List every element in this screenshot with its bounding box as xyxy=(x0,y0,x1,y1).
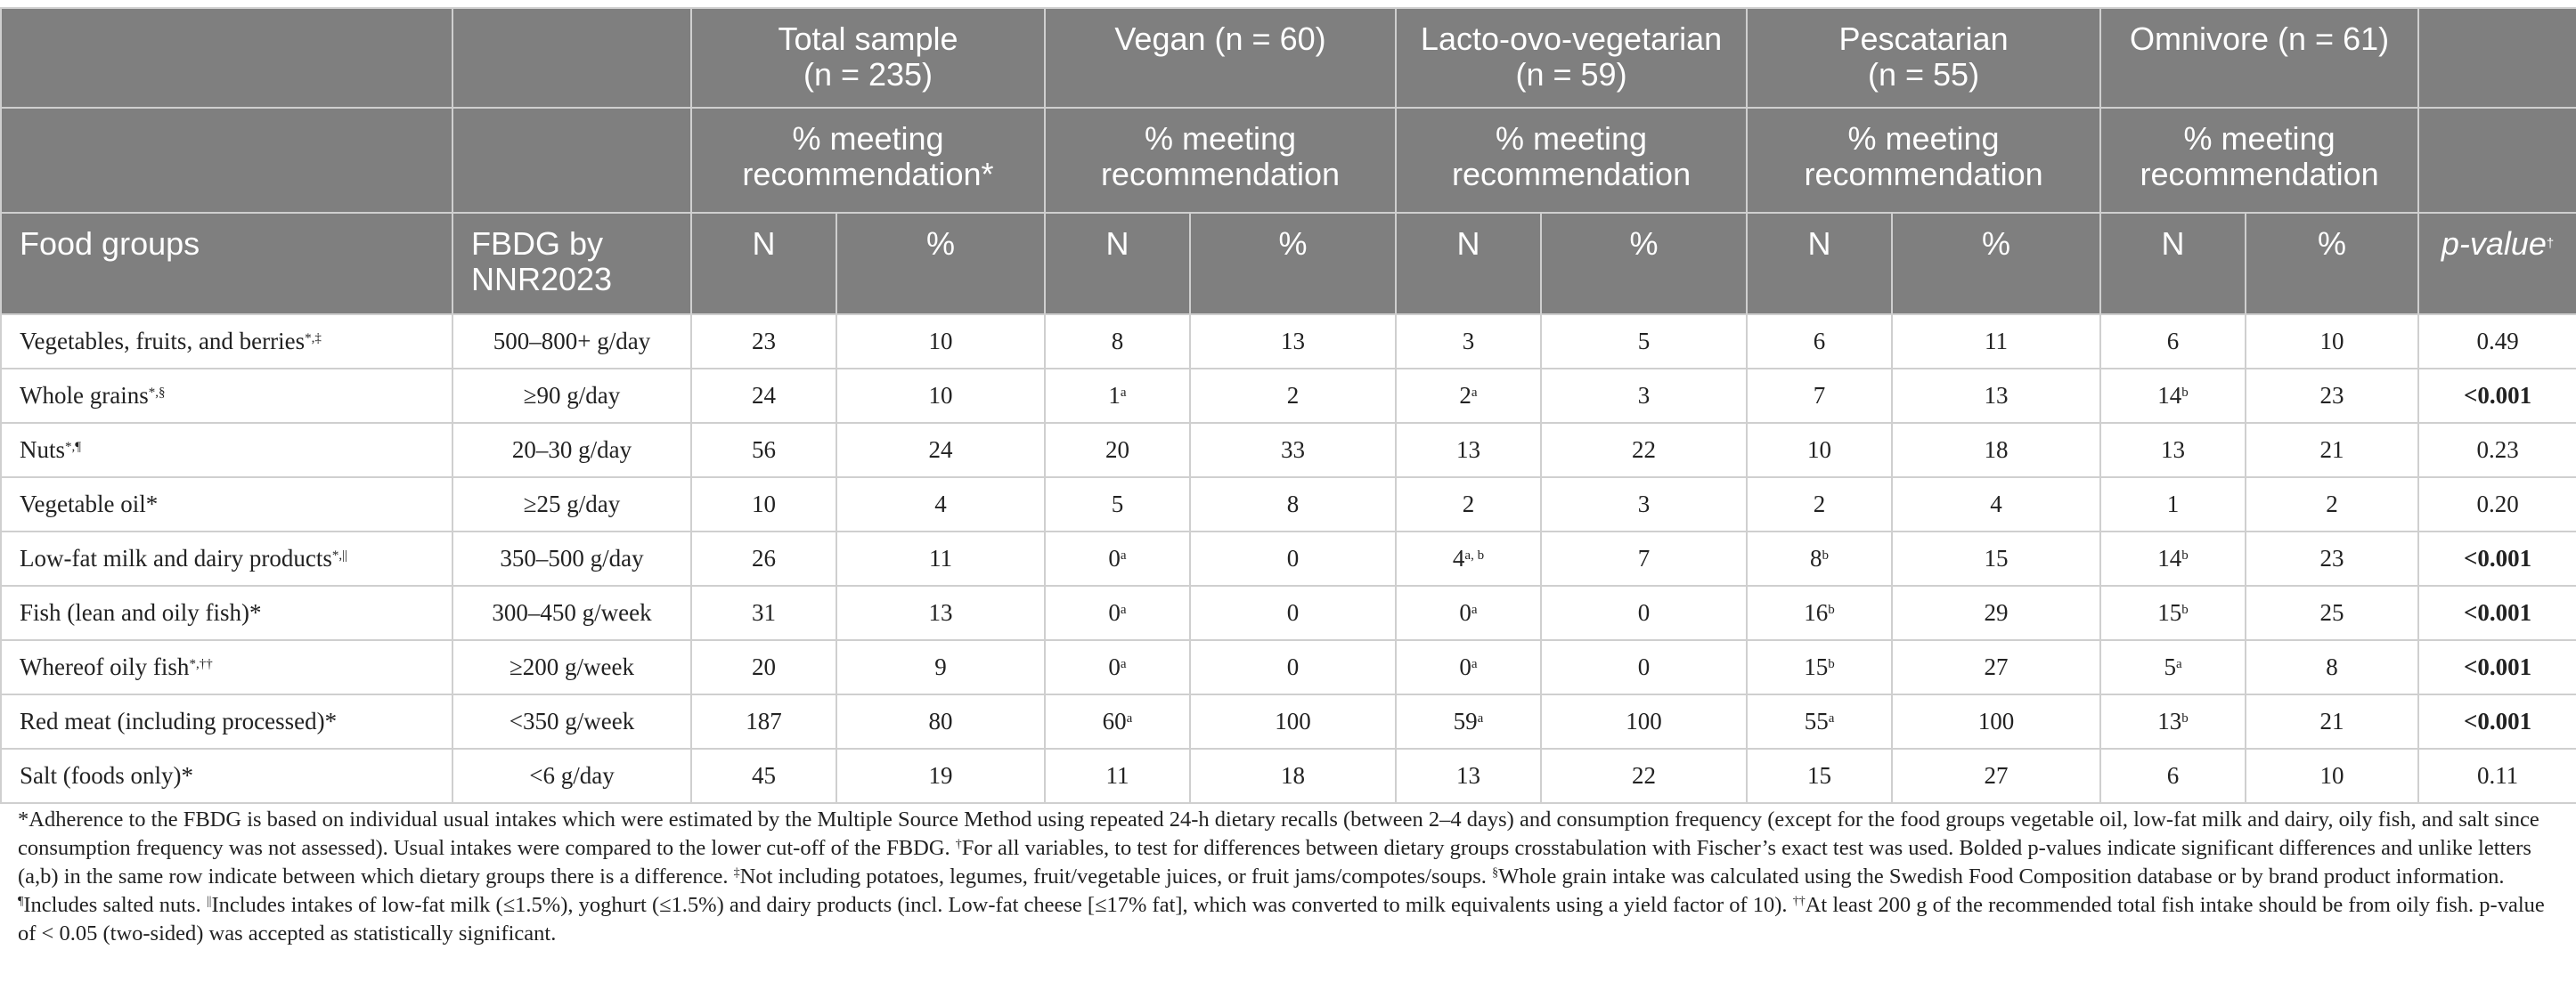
cell-value: 6 xyxy=(1813,328,1826,354)
n-header: N xyxy=(1396,213,1541,314)
footnote-parallel: Includes intakes of low-fat milk (≤1.5%), yoghurt (≤1.5%) and dairy products (incl. Low-fat cheese [≤17% fat], which was converted to milk equivalents using a yield factor of 10). xyxy=(211,893,1793,917)
cell-value: 26 xyxy=(752,545,776,572)
cell-value: 15 xyxy=(1807,762,1832,789)
pct-cell xyxy=(1190,694,1396,749)
food-group-cell xyxy=(1,640,452,694)
p-value-cell: 0.20 xyxy=(2418,477,2576,532)
pct-cell xyxy=(1190,640,1396,694)
cell-value: 100 xyxy=(1275,708,1311,734)
cell-value: 2 xyxy=(1286,382,1300,409)
n-cell xyxy=(1045,586,1190,640)
cell-value: 11 xyxy=(1105,762,1129,789)
fbdg-header: FBDG by NNR2023 xyxy=(452,213,691,314)
cell-value: 8 xyxy=(2326,653,2338,680)
n-cell xyxy=(2100,477,2246,532)
pct-cell xyxy=(1892,694,2100,749)
food-group-label: Vegetable oil* xyxy=(20,491,159,517)
n-cell xyxy=(2100,640,2246,694)
pct-cell xyxy=(1541,586,1747,640)
footnote-double-dagger: At least 200 g of the recommended total fish intake should be from oily fish. p-value of < 0.05 (two-sided) was accepted as statistically significant. xyxy=(18,893,2545,945)
p-value-cell: 0.49 xyxy=(2418,314,2576,369)
footnote-mark: || xyxy=(206,895,212,908)
footnote-mark: *,‡ xyxy=(305,331,322,345)
cell-value: 5 xyxy=(1111,491,1124,517)
food-group-cell xyxy=(1,314,452,369)
n-cell xyxy=(1045,369,1190,423)
cell-value: 19 xyxy=(928,762,953,789)
cell-value: 15 xyxy=(1804,653,1829,680)
cell-value: 0 xyxy=(1459,653,1471,680)
p-value-cell: 0.11 xyxy=(2418,749,2576,803)
cell-value: 10 xyxy=(2319,328,2344,354)
pct-cell xyxy=(1541,369,1747,423)
significance-letter: b xyxy=(1828,603,1835,617)
footnote-ddagger: Not including potatoes, legumes, fruit/vegetable juices, or fruit jams/compotes/soups. xyxy=(739,864,1493,889)
p-value-cell: <0.001 xyxy=(2418,369,2576,423)
significance-letter: a xyxy=(1828,711,1835,726)
cell-value: 60 xyxy=(1102,708,1127,734)
significance-letter: b xyxy=(1828,657,1835,671)
pct-cell xyxy=(836,477,1045,532)
cell-value: 0 xyxy=(1637,653,1651,680)
n-cell xyxy=(1396,314,1541,369)
significance-letter: a xyxy=(1120,385,1127,400)
fbdg-cell: ≥25 g/day xyxy=(452,477,691,532)
pct-cell xyxy=(1892,640,2100,694)
footnote-section: Whole grain intake was calculated using the Swedish Food Composition database or by brand product information. xyxy=(1498,864,2505,889)
cell-value: 0 xyxy=(1286,545,1300,572)
header-row-meeting xyxy=(1,108,2576,213)
cell-value: 27 xyxy=(1984,653,2009,680)
n-cell xyxy=(691,532,836,586)
pct-cell xyxy=(1190,749,1396,803)
cell-value: 23 xyxy=(2319,545,2344,572)
fbdg-cell: ≥200 g/week xyxy=(452,640,691,694)
header-blank-5 xyxy=(452,108,691,213)
cell-value: 3 xyxy=(1462,328,1475,354)
footnote-dagger: For all variables, to test for differences between dietary groups crosstabulation with Fischer’s exact test was used. Bolded p-values indicate significant differences and unlike letters (a,b) in the same row indicate between which dietary groups there is a difference. xyxy=(18,836,2531,889)
cell-value: 0 xyxy=(1108,599,1121,626)
fbdg-cell: ≥90 g/day xyxy=(452,369,691,423)
n-cell xyxy=(1747,749,1892,803)
n-cell xyxy=(1396,586,1541,640)
pct-cell xyxy=(1892,423,2100,477)
significance-letter: a xyxy=(1471,385,1478,400)
cell-value: 3 xyxy=(1637,382,1651,409)
pct-header: % xyxy=(1541,213,1747,314)
p-value-cell: <0.001 xyxy=(2418,640,2576,694)
n-cell xyxy=(1045,532,1190,586)
pct-cell xyxy=(1190,314,1396,369)
cell-value: 13 xyxy=(1456,762,1481,789)
n-cell xyxy=(1045,314,1190,369)
pct-cell xyxy=(1541,423,1747,477)
cell-value: 0 xyxy=(1637,599,1651,626)
cell-value: 9 xyxy=(934,653,947,680)
footnote-adherence: *Adherence to the FBDG is based on individual usual intakes which were estimated by the Multiple Source Method using repeated 24-h dietary recalls (between 2–4 days) and consumption frequency (except for the food groups vegetable oil, low-fat milk and dairy, oily fish, and salt since consumption frequency was not assessed). Usual intakes were compared to the lower cut-off of the FBDG. xyxy=(18,808,2539,860)
significance-letter: a xyxy=(1471,603,1478,617)
cell-value: 16 xyxy=(1804,599,1829,626)
cell-value: 10 xyxy=(1807,436,1832,463)
cell-value: 13 xyxy=(1456,436,1481,463)
n-cell xyxy=(1747,314,1892,369)
cell-value: 4 xyxy=(934,491,947,517)
n-cell xyxy=(2100,532,2246,586)
n-header: N xyxy=(1045,213,1190,314)
pct-cell xyxy=(1892,532,2100,586)
food-group-label: Low-fat milk and dairy products xyxy=(20,545,332,572)
n-cell xyxy=(2100,586,2246,640)
cell-value: 6 xyxy=(2166,762,2180,789)
fbdg-cell: <350 g/week xyxy=(452,694,691,749)
group-header-pescatarian: Pescatarian (n = 55) xyxy=(1747,8,2100,108)
cell-value: 13 xyxy=(2161,436,2186,463)
pct-cell xyxy=(836,694,1045,749)
n-cell xyxy=(691,640,836,694)
pct-cell xyxy=(836,749,1045,803)
n-cell xyxy=(2100,694,2246,749)
footnote-mark: ‡ xyxy=(733,866,740,880)
table-footnote xyxy=(18,806,2556,948)
footnote-mark: ¶ xyxy=(18,895,24,908)
pct-cell xyxy=(1892,369,2100,423)
n-cell xyxy=(1045,423,1190,477)
cell-value: 24 xyxy=(928,436,953,463)
cell-value: 59 xyxy=(1453,708,1478,734)
cell-value: 8 xyxy=(1111,328,1124,354)
pct-cell xyxy=(836,423,1045,477)
footnote-mark: *,¶ xyxy=(65,440,82,454)
cell-value: 13 xyxy=(928,599,953,626)
significance-letter: b xyxy=(2181,548,2189,563)
significance-letter: b xyxy=(2181,603,2189,617)
cell-value: 5 xyxy=(2164,653,2176,680)
footnote-mark: § xyxy=(1492,866,1499,880)
significance-letter: a xyxy=(1477,711,1484,726)
food-group-label: Salt (foods only)* xyxy=(20,762,193,789)
pct-cell xyxy=(2246,694,2418,749)
footnote-mark: *,†† xyxy=(189,657,213,671)
table-row xyxy=(1,314,2576,369)
meeting-header-vegan: % meeting recommendation xyxy=(1045,108,1396,213)
food-group-label: Whereof oily fish xyxy=(20,653,190,680)
table-row xyxy=(1,640,2576,694)
cell-value: 20 xyxy=(752,653,776,680)
n-cell xyxy=(691,314,836,369)
n-cell xyxy=(2100,314,2246,369)
n-cell xyxy=(1045,640,1190,694)
results-table xyxy=(0,7,2576,804)
pct-cell xyxy=(1190,532,1396,586)
pct-cell xyxy=(2246,586,2418,640)
p-value-mark: † xyxy=(2546,236,2555,251)
n-cell xyxy=(1396,532,1541,586)
cell-value: 1 xyxy=(1108,382,1121,409)
table-row xyxy=(1,423,2576,477)
pct-cell xyxy=(1190,369,1396,423)
cell-value: 2 xyxy=(2326,491,2338,517)
p-value-label: p-value xyxy=(2441,225,2547,262)
table-row xyxy=(1,477,2576,532)
cell-value: 187 xyxy=(746,708,782,734)
cell-value: 24 xyxy=(752,382,776,409)
table-body xyxy=(1,314,2576,803)
food-group-cell xyxy=(1,477,452,532)
n-cell xyxy=(1747,423,1892,477)
cell-value: 5 xyxy=(1637,328,1651,354)
meeting-header-total: % meeting recommendation* xyxy=(691,108,1045,213)
group-header-vegan: Vegan (n = 60) xyxy=(1045,8,1396,108)
significance-letter: a xyxy=(2175,657,2182,671)
cell-value: 6 xyxy=(2166,328,2180,354)
pct-cell xyxy=(1541,477,1747,532)
cell-value: 100 xyxy=(1626,708,1662,734)
fbdg-cell: <6 g/day xyxy=(452,749,691,803)
cell-value: 3 xyxy=(1637,491,1651,517)
cell-value: 11 xyxy=(929,545,952,572)
n-cell xyxy=(2100,423,2246,477)
cell-value: 13 xyxy=(1281,328,1306,354)
p-value-cell: <0.001 xyxy=(2418,532,2576,586)
pct-cell xyxy=(2246,477,2418,532)
pct-header: % xyxy=(1892,213,2100,314)
table-row xyxy=(1,369,2576,423)
pct-cell xyxy=(1541,640,1747,694)
n-cell xyxy=(1045,694,1190,749)
cell-value: 0 xyxy=(1286,653,1300,680)
cell-value: 14 xyxy=(2157,382,2182,409)
n-cell xyxy=(691,369,836,423)
food-group-cell xyxy=(1,423,452,477)
cell-value: 18 xyxy=(1281,762,1306,789)
n-cell xyxy=(1396,640,1541,694)
pct-cell xyxy=(2246,749,2418,803)
cell-value: 7 xyxy=(1813,382,1826,409)
cell-value: 4 xyxy=(1452,545,1465,572)
cell-value: 23 xyxy=(752,328,776,354)
pct-cell xyxy=(1892,586,2100,640)
footnote-mark: *,|| xyxy=(331,548,348,563)
pct-cell xyxy=(2246,369,2418,423)
cell-value: 8 xyxy=(1810,545,1822,572)
cell-value: 2 xyxy=(1813,491,1826,517)
table-row xyxy=(1,749,2576,803)
fbdg-cell: 20–30 g/day xyxy=(452,423,691,477)
pct-cell xyxy=(2246,423,2418,477)
pct-cell xyxy=(2246,532,2418,586)
n-cell xyxy=(1747,586,1892,640)
significance-letter: a xyxy=(1120,657,1127,671)
footnote-mark: †† xyxy=(1792,895,1806,908)
footnote-pilcrow: Includes salted nuts. xyxy=(23,893,207,917)
cell-value: 2 xyxy=(1462,491,1475,517)
n-cell xyxy=(691,586,836,640)
n-cell xyxy=(1747,640,1892,694)
pct-cell xyxy=(1190,586,1396,640)
pct-cell xyxy=(1190,423,1396,477)
n-cell xyxy=(1747,477,1892,532)
n-header: N xyxy=(691,213,836,314)
pct-cell xyxy=(1892,314,2100,369)
n-cell xyxy=(691,477,836,532)
significance-letter: b xyxy=(2181,385,2189,400)
header-blank-6 xyxy=(2418,108,2576,213)
n-cell xyxy=(691,423,836,477)
group-header-lacto-ovo: Lacto-ovo-vegetarian (n = 59) xyxy=(1396,8,1747,108)
pct-cell xyxy=(836,640,1045,694)
meeting-header-pescatarian: % meeting recommendation xyxy=(1747,108,2100,213)
p-value-cell: 0.23 xyxy=(2418,423,2576,477)
n-header: N xyxy=(2100,213,2246,314)
cell-value: 22 xyxy=(1632,762,1657,789)
cell-value: 0 xyxy=(1459,599,1471,626)
pct-cell xyxy=(1541,749,1747,803)
n-cell xyxy=(1396,694,1541,749)
food-group-cell xyxy=(1,369,452,423)
cell-value: 18 xyxy=(1984,436,2009,463)
cell-value: 7 xyxy=(1637,545,1651,572)
cell-value: 29 xyxy=(1984,599,2009,626)
cell-value: 45 xyxy=(752,762,776,789)
p-value-cell: <0.001 xyxy=(2418,694,2576,749)
pct-cell xyxy=(1892,749,2100,803)
cell-value: 27 xyxy=(1984,762,2009,789)
cell-value: 10 xyxy=(928,382,953,409)
table-row xyxy=(1,694,2576,749)
cell-value: 55 xyxy=(1804,708,1829,734)
n-cell xyxy=(1396,369,1541,423)
cell-value: 0 xyxy=(1108,653,1121,680)
cell-value: 22 xyxy=(1632,436,1657,463)
food-group-cell xyxy=(1,532,452,586)
n-cell xyxy=(1396,477,1541,532)
significance-letter: a xyxy=(1471,657,1478,671)
cell-value: 80 xyxy=(928,708,953,734)
pct-cell xyxy=(1541,694,1747,749)
food-group-label: Red meat (including processed)* xyxy=(20,708,338,734)
food-group-label: Fish (lean and oily fish)* xyxy=(20,599,262,626)
pct-cell xyxy=(1892,477,2100,532)
n-cell xyxy=(2100,369,2246,423)
header-blank-2 xyxy=(452,8,691,108)
n-cell xyxy=(1747,369,1892,423)
pct-header: % xyxy=(836,213,1045,314)
pct-cell xyxy=(836,586,1045,640)
pct-header: % xyxy=(1190,213,1396,314)
pct-cell xyxy=(1190,477,1396,532)
significance-letter: b xyxy=(1822,548,1830,563)
n-cell xyxy=(691,749,836,803)
cell-value: 2 xyxy=(1459,382,1471,409)
significance-letter: b xyxy=(2181,711,2189,726)
cell-value: 31 xyxy=(752,599,776,626)
n-cell xyxy=(1045,749,1190,803)
cell-value: 15 xyxy=(1984,545,2009,572)
pct-cell xyxy=(836,314,1045,369)
pct-cell xyxy=(836,532,1045,586)
cell-value: 100 xyxy=(1977,708,2015,734)
header-blank-1 xyxy=(1,8,452,108)
food-group-label: Vegetables, fruits, and berries xyxy=(20,328,306,354)
p-value-cell: <0.001 xyxy=(2418,586,2576,640)
cell-value: 0 xyxy=(1108,545,1121,572)
group-header-total: Total sample (n = 235) xyxy=(691,8,1045,108)
cell-value: 21 xyxy=(2319,708,2344,734)
table-row xyxy=(1,532,2576,586)
pct-cell xyxy=(2246,314,2418,369)
food-group-cell xyxy=(1,694,452,749)
n-cell xyxy=(1747,694,1892,749)
pct-cell xyxy=(1541,314,1747,369)
significance-letter: a xyxy=(1126,711,1133,726)
footnote-mark: † xyxy=(955,838,962,851)
group-header-omnivore: Omnivore (n = 61) xyxy=(2100,8,2418,108)
cell-value: 25 xyxy=(2319,599,2344,626)
food-group-label: Whole grains xyxy=(20,382,149,409)
n-cell xyxy=(691,694,836,749)
header-blank-4 xyxy=(1,108,452,213)
food-groups-header: Food groups xyxy=(1,213,452,314)
pct-cell xyxy=(836,369,1045,423)
cell-value: 20 xyxy=(1105,436,1130,463)
cell-value: 33 xyxy=(1281,436,1306,463)
n-cell xyxy=(2100,749,2246,803)
cell-value: 21 xyxy=(2319,436,2344,463)
significance-letter: a xyxy=(1120,548,1127,563)
pct-header: % xyxy=(2246,213,2418,314)
meeting-header-lacto-ovo: % meeting recommendation xyxy=(1396,108,1747,213)
pct-cell xyxy=(1541,532,1747,586)
meeting-header-omnivore: % meeting recommendation xyxy=(2100,108,2418,213)
p-value-header xyxy=(2418,213,2576,314)
fbdg-cell: 500–800+ g/day xyxy=(452,314,691,369)
header-row-columns xyxy=(1,213,2576,314)
fbdg-cell: 350–500 g/day xyxy=(452,532,691,586)
n-cell xyxy=(1396,749,1541,803)
cell-value: 14 xyxy=(2157,545,2182,572)
n-cell xyxy=(1747,532,1892,586)
cell-value: 4 xyxy=(1990,491,2002,517)
cell-value: 56 xyxy=(752,436,776,463)
header-blank-3 xyxy=(2418,8,2576,108)
n-cell xyxy=(1396,423,1541,477)
significance-letter: a, b xyxy=(1464,548,1485,563)
cell-value: 10 xyxy=(2319,762,2344,789)
food-group-cell xyxy=(1,586,452,640)
cell-value: 23 xyxy=(2319,382,2344,409)
cell-value: 0 xyxy=(1286,599,1300,626)
significance-letter: a xyxy=(1120,603,1127,617)
food-group-label: Nuts xyxy=(20,436,66,463)
cell-value: 11 xyxy=(1985,328,2009,354)
n-cell xyxy=(1045,477,1190,532)
food-group-cell xyxy=(1,749,452,803)
cell-value: 13 xyxy=(2157,708,2182,734)
n-header: N xyxy=(1747,213,1892,314)
fbdg-cell: 300–450 g/week xyxy=(452,586,691,640)
cell-value: 1 xyxy=(2166,491,2180,517)
table-row xyxy=(1,586,2576,640)
cell-value: 10 xyxy=(752,491,776,517)
cell-value: 15 xyxy=(2157,599,2182,626)
cell-value: 13 xyxy=(1984,382,2009,409)
footnote-mark: *,§ xyxy=(148,385,166,400)
cell-value: 10 xyxy=(928,328,953,354)
header-row-groups xyxy=(1,8,2576,108)
pct-cell xyxy=(2246,640,2418,694)
cell-value: 8 xyxy=(1286,491,1300,517)
